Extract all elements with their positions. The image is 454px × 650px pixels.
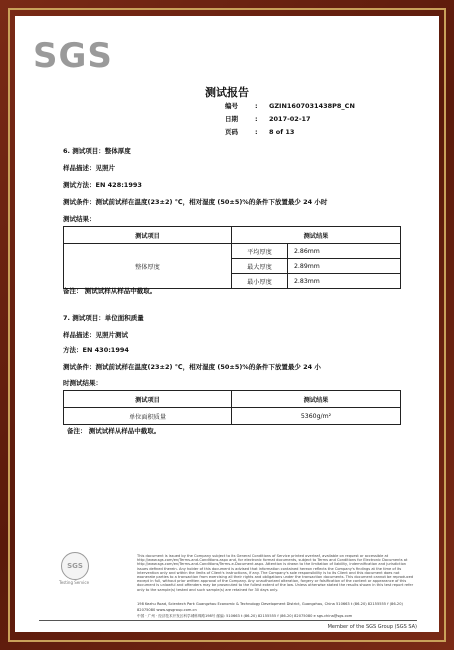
sec7-condition-cont: 时测试结果： [63, 379, 102, 387]
member-line: Member of the SGS Group (SGS SA) [327, 624, 417, 630]
sec7-item: 7. 测试项目：单位面积质量 [63, 314, 144, 322]
meta-row-date: 日期 : 2017-02-17 [225, 113, 355, 126]
sec7-note: 备注： 测试试样从样品中截取。 [67, 427, 161, 435]
table-row: 整体厚度 平均厚度 2.86mm [64, 244, 401, 259]
sec6-results-table [63, 226, 401, 289]
footer-divider [39, 620, 417, 621]
sec7-results-table [63, 390, 401, 425]
table-row: 最小厚度 2.83mm [64, 274, 401, 289]
sgs-logo: SGS [33, 36, 113, 76]
report-title: 测试报告 [205, 86, 249, 99]
disclaimer-text: This document is issued by the Company subject to its General Conditions of Service printed overleaf, available on request or accessible at http://www.sgs.com/en/Terms-and-Conditions.aspx and, for electronic format documents, subject to Terms and Conditions for Electronic Documents at http://www.sgs.com/en/Terms-and-Conditions/Terms-e-Document.aspx. Attention is drawn to the limitation of liability, indemnification and jurisdiction issues defined therein. Any holder of this document is advised that information contained hereon reflects the Company's findings at the time of its intervention only and within the limits of Client's instructions, if any. The Company's sole responsibility is to its Client and this document does not exonerate parties to a transaction from exercising all their rights and obligations under the transaction documents. This document cannot be reproduced except in full, without prior written approval of the Company. Any unauthorized alteration, forgery or falsification of the content or appearance of this document is unlawful and offenders may be prosecuted to the fullest extent of the law. Unless otherwise stated the results shown in this test report refer only to the sample(s) tested and such sample(s) are retained for 30 days only. [137, 554, 414, 592]
sec7-condition: 测试条件：测试前试样在温度(23±2) ℃，相对湿度 (50±5)%的条件下放置最少 24 小 [63, 363, 321, 371]
sec6-condition: 测试条件：测试前试样在温度(23±2) ℃，相对湿度 (50±5)%的条件下放置最少 24 小时 [63, 198, 328, 206]
page-number: 8 of 13 [269, 128, 295, 136]
sec6-results-label: 测试结果： [63, 215, 96, 223]
sec7-method: 方法：EN 430:1994 [63, 346, 129, 354]
seal-logo: SGS [61, 552, 89, 580]
sgs-seal [39, 550, 109, 602]
address-en: 198 Kezhu Road, Scientech Park Guangzhou Economic & Technology Development District, Guangzhou, China 510663 t (86-20) 82155555 f (86-20) 82075080 www.sgsgroup.com.cn [137, 602, 403, 612]
sec7-col-item: 测试项目 [64, 391, 232, 408]
sec6-item: 6. 测试项目：整体厚度 [63, 147, 131, 155]
sec6-col-result: 测试结果 [232, 227, 401, 244]
address-cn: 中国 · 广州 · 经济技术开发区科学城科珠路198号 邮编: 510663 t (86-20) 82155555 f (86-20) 82075080 e sgs.china@sgs.com [137, 614, 353, 618]
sec7-col-result: 测试结果 [232, 391, 401, 408]
sec7-sample: 样品描述：见照片测试 [63, 331, 128, 339]
report-date: 2017-02-17 [269, 115, 311, 123]
report-meta [225, 100, 355, 139]
table-row [64, 408, 401, 425]
address-block [137, 601, 417, 619]
report-page [15, 16, 439, 632]
meta-row-number: 编号 : GZIN1607031438P8_CN [225, 100, 355, 113]
seal-caption: Testing Service [58, 580, 90, 585]
sec6-method: 测试方法：EN 428:1993 [63, 181, 142, 189]
table-row: 最大厚度 2.89mm [64, 259, 401, 274]
sec6-col-item: 测试项目 [64, 227, 232, 244]
sec7-item-value: 5360g/m² [232, 408, 401, 425]
sec6-sample: 样品描述：见照片 [63, 164, 115, 172]
sec6-note: 备注： 测试试样从样品中截取。 [63, 287, 157, 295]
sec7-item-name: 单位面积质量 [64, 408, 232, 425]
sec6-item-name: 整体厚度 [64, 244, 232, 289]
report-number: GZIN1607031438P8_CN [269, 102, 355, 110]
meta-row-page: 页码 : 8 of 13 [225, 126, 355, 139]
